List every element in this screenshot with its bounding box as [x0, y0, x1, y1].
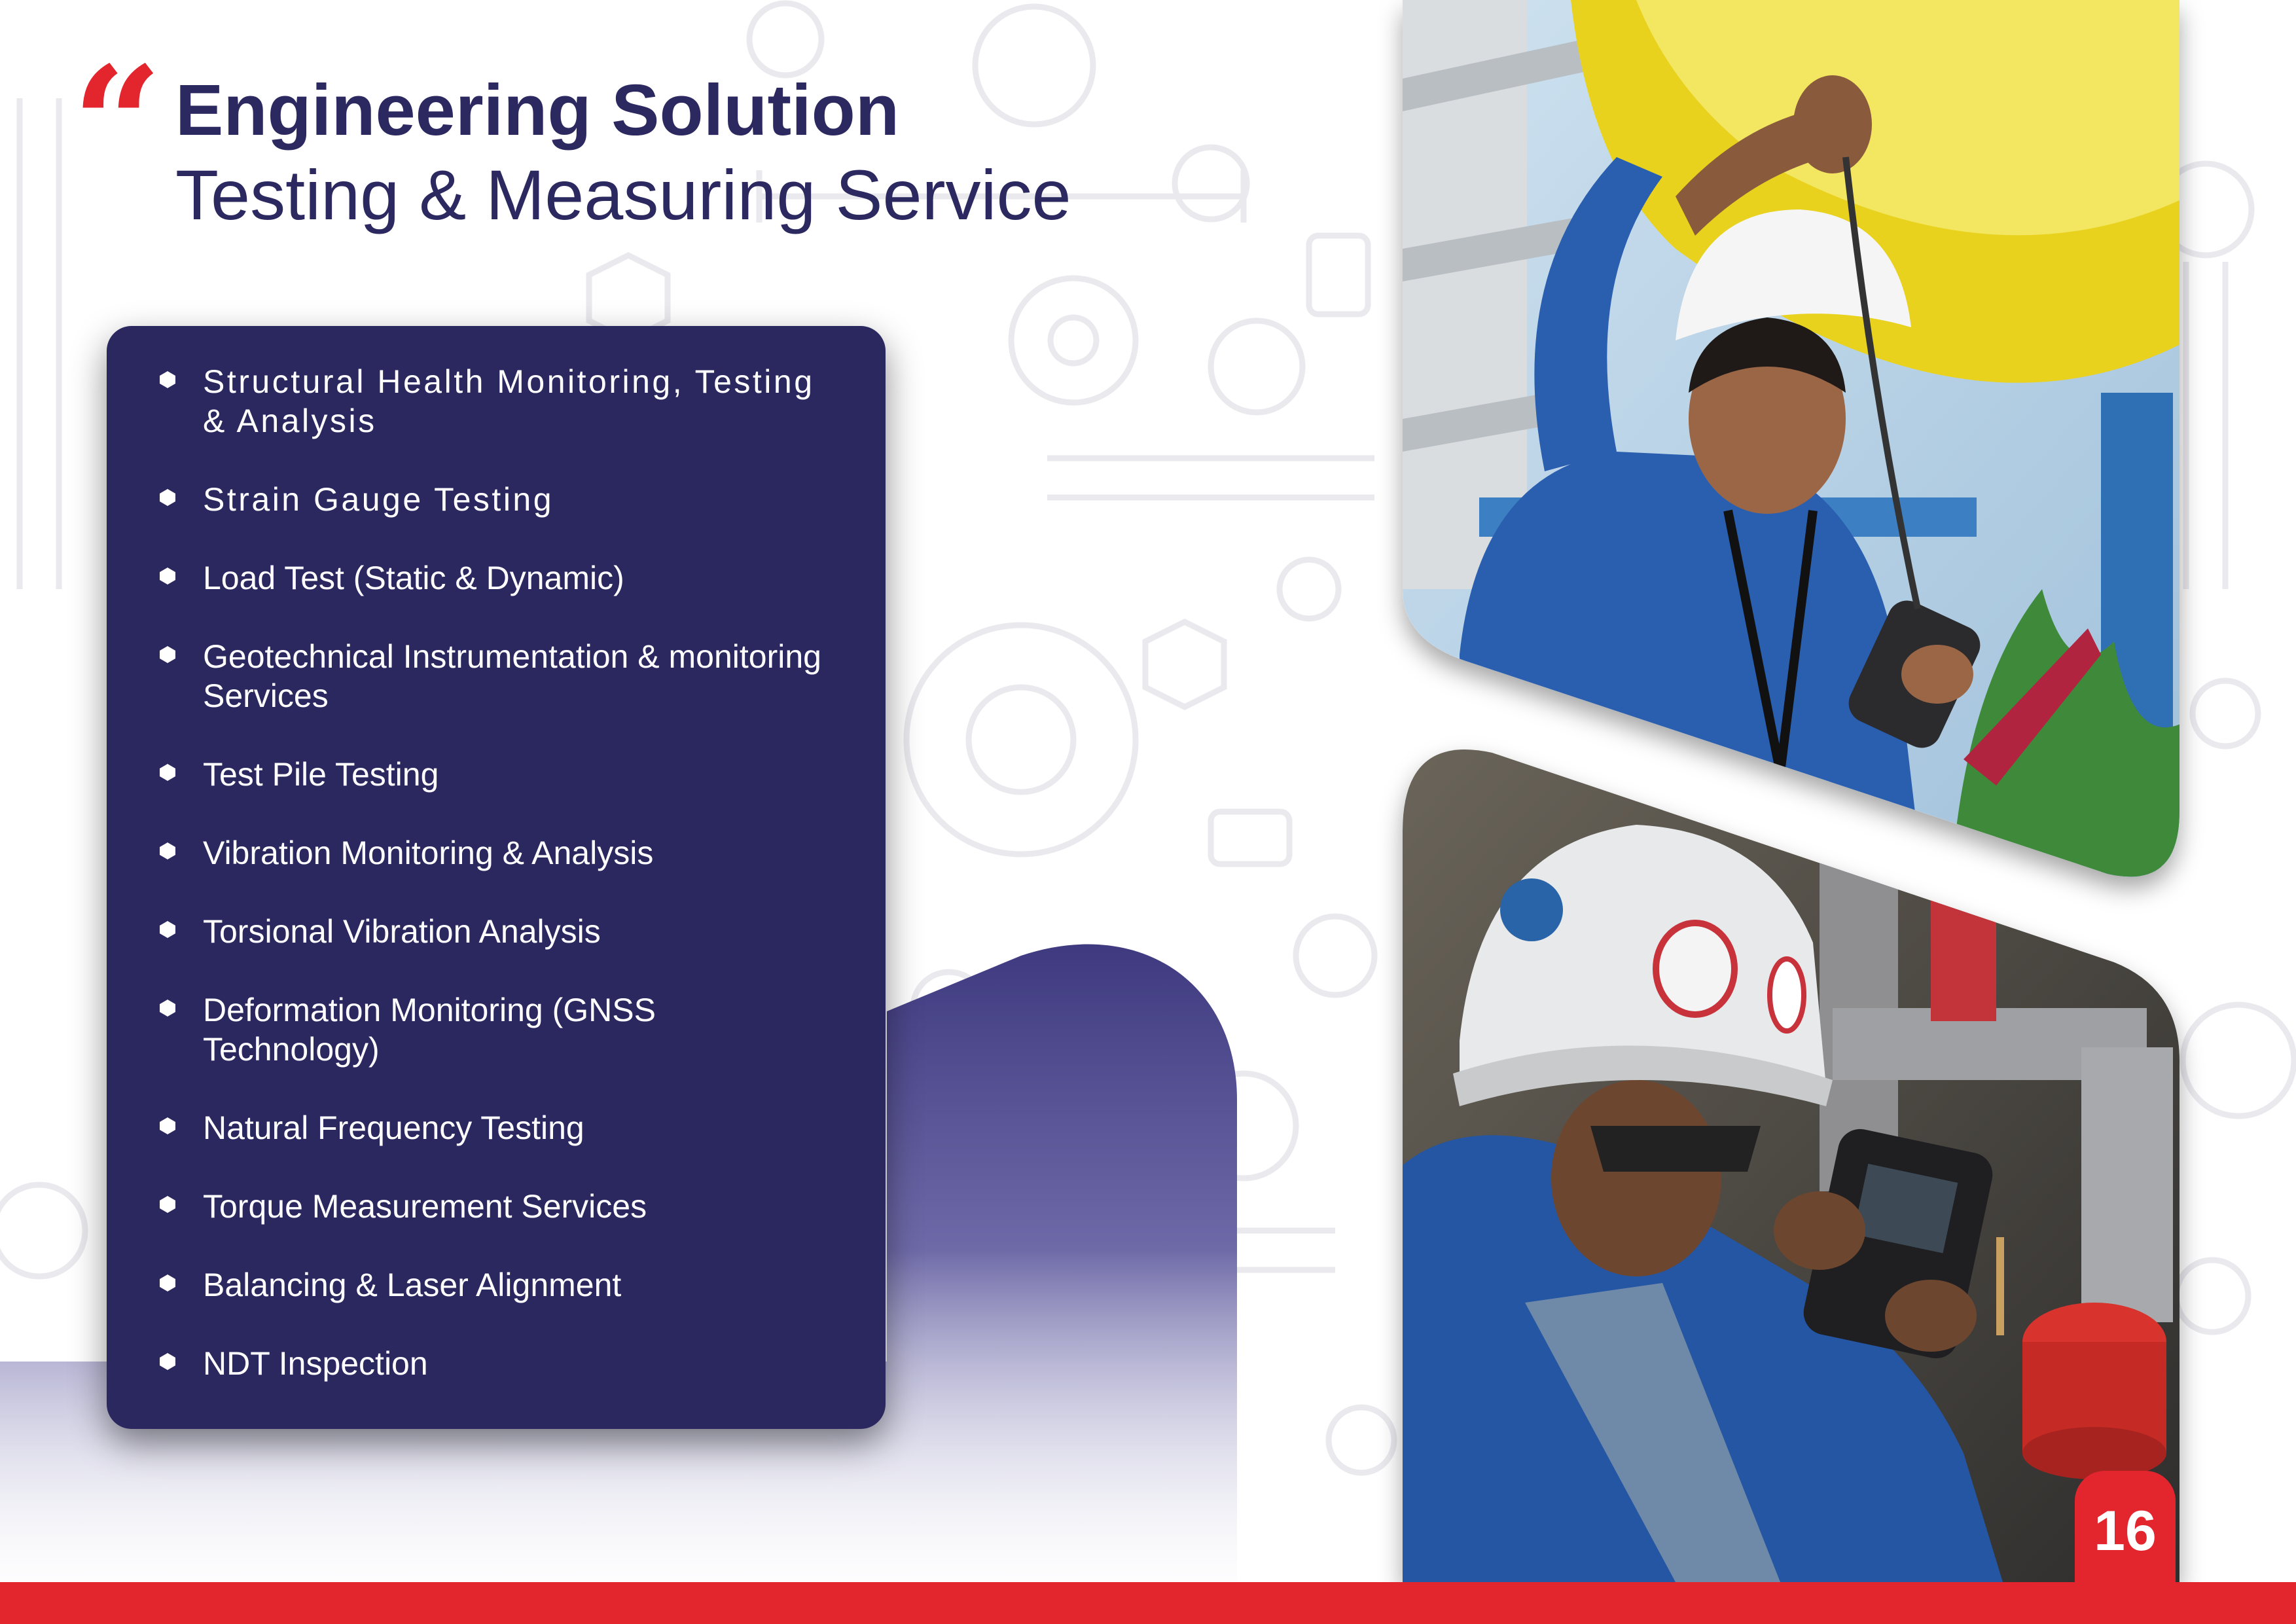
service-label: Natural Frequency Testing — [203, 1110, 584, 1146]
service-label: Vibration Monitoring & Analysis — [203, 835, 654, 871]
service-label: NDT Inspection — [203, 1345, 428, 1382]
service-label: Strain Gauge Testing — [203, 481, 554, 518]
service-label: Balancing & Laser Alignment — [203, 1267, 622, 1303]
page-title: Engineering Solution — [175, 70, 900, 151]
service-label: Torsional Vibration Analysis — [203, 913, 601, 950]
service-label: Torque Measurement Services — [203, 1188, 647, 1225]
page-number: 16 — [2094, 1500, 2157, 1562]
service-label: Geotechnical Instrumentation & monitoring Services — [203, 638, 821, 714]
service-label: Structural Health Monitoring, Testing & Analysis — [203, 363, 815, 439]
page-subtitle: Testing & Measuring Service — [175, 155, 1071, 234]
quote-mark-icon: “ — [72, 32, 150, 217]
service-label: Test Pile Testing — [203, 756, 439, 793]
service-label: Deformation Monitoring (GNSS Technology) — [203, 992, 656, 1068]
footer-bar — [0, 1582, 2296, 1624]
service-label: Load Test (Static & Dynamic) — [203, 560, 624, 596]
